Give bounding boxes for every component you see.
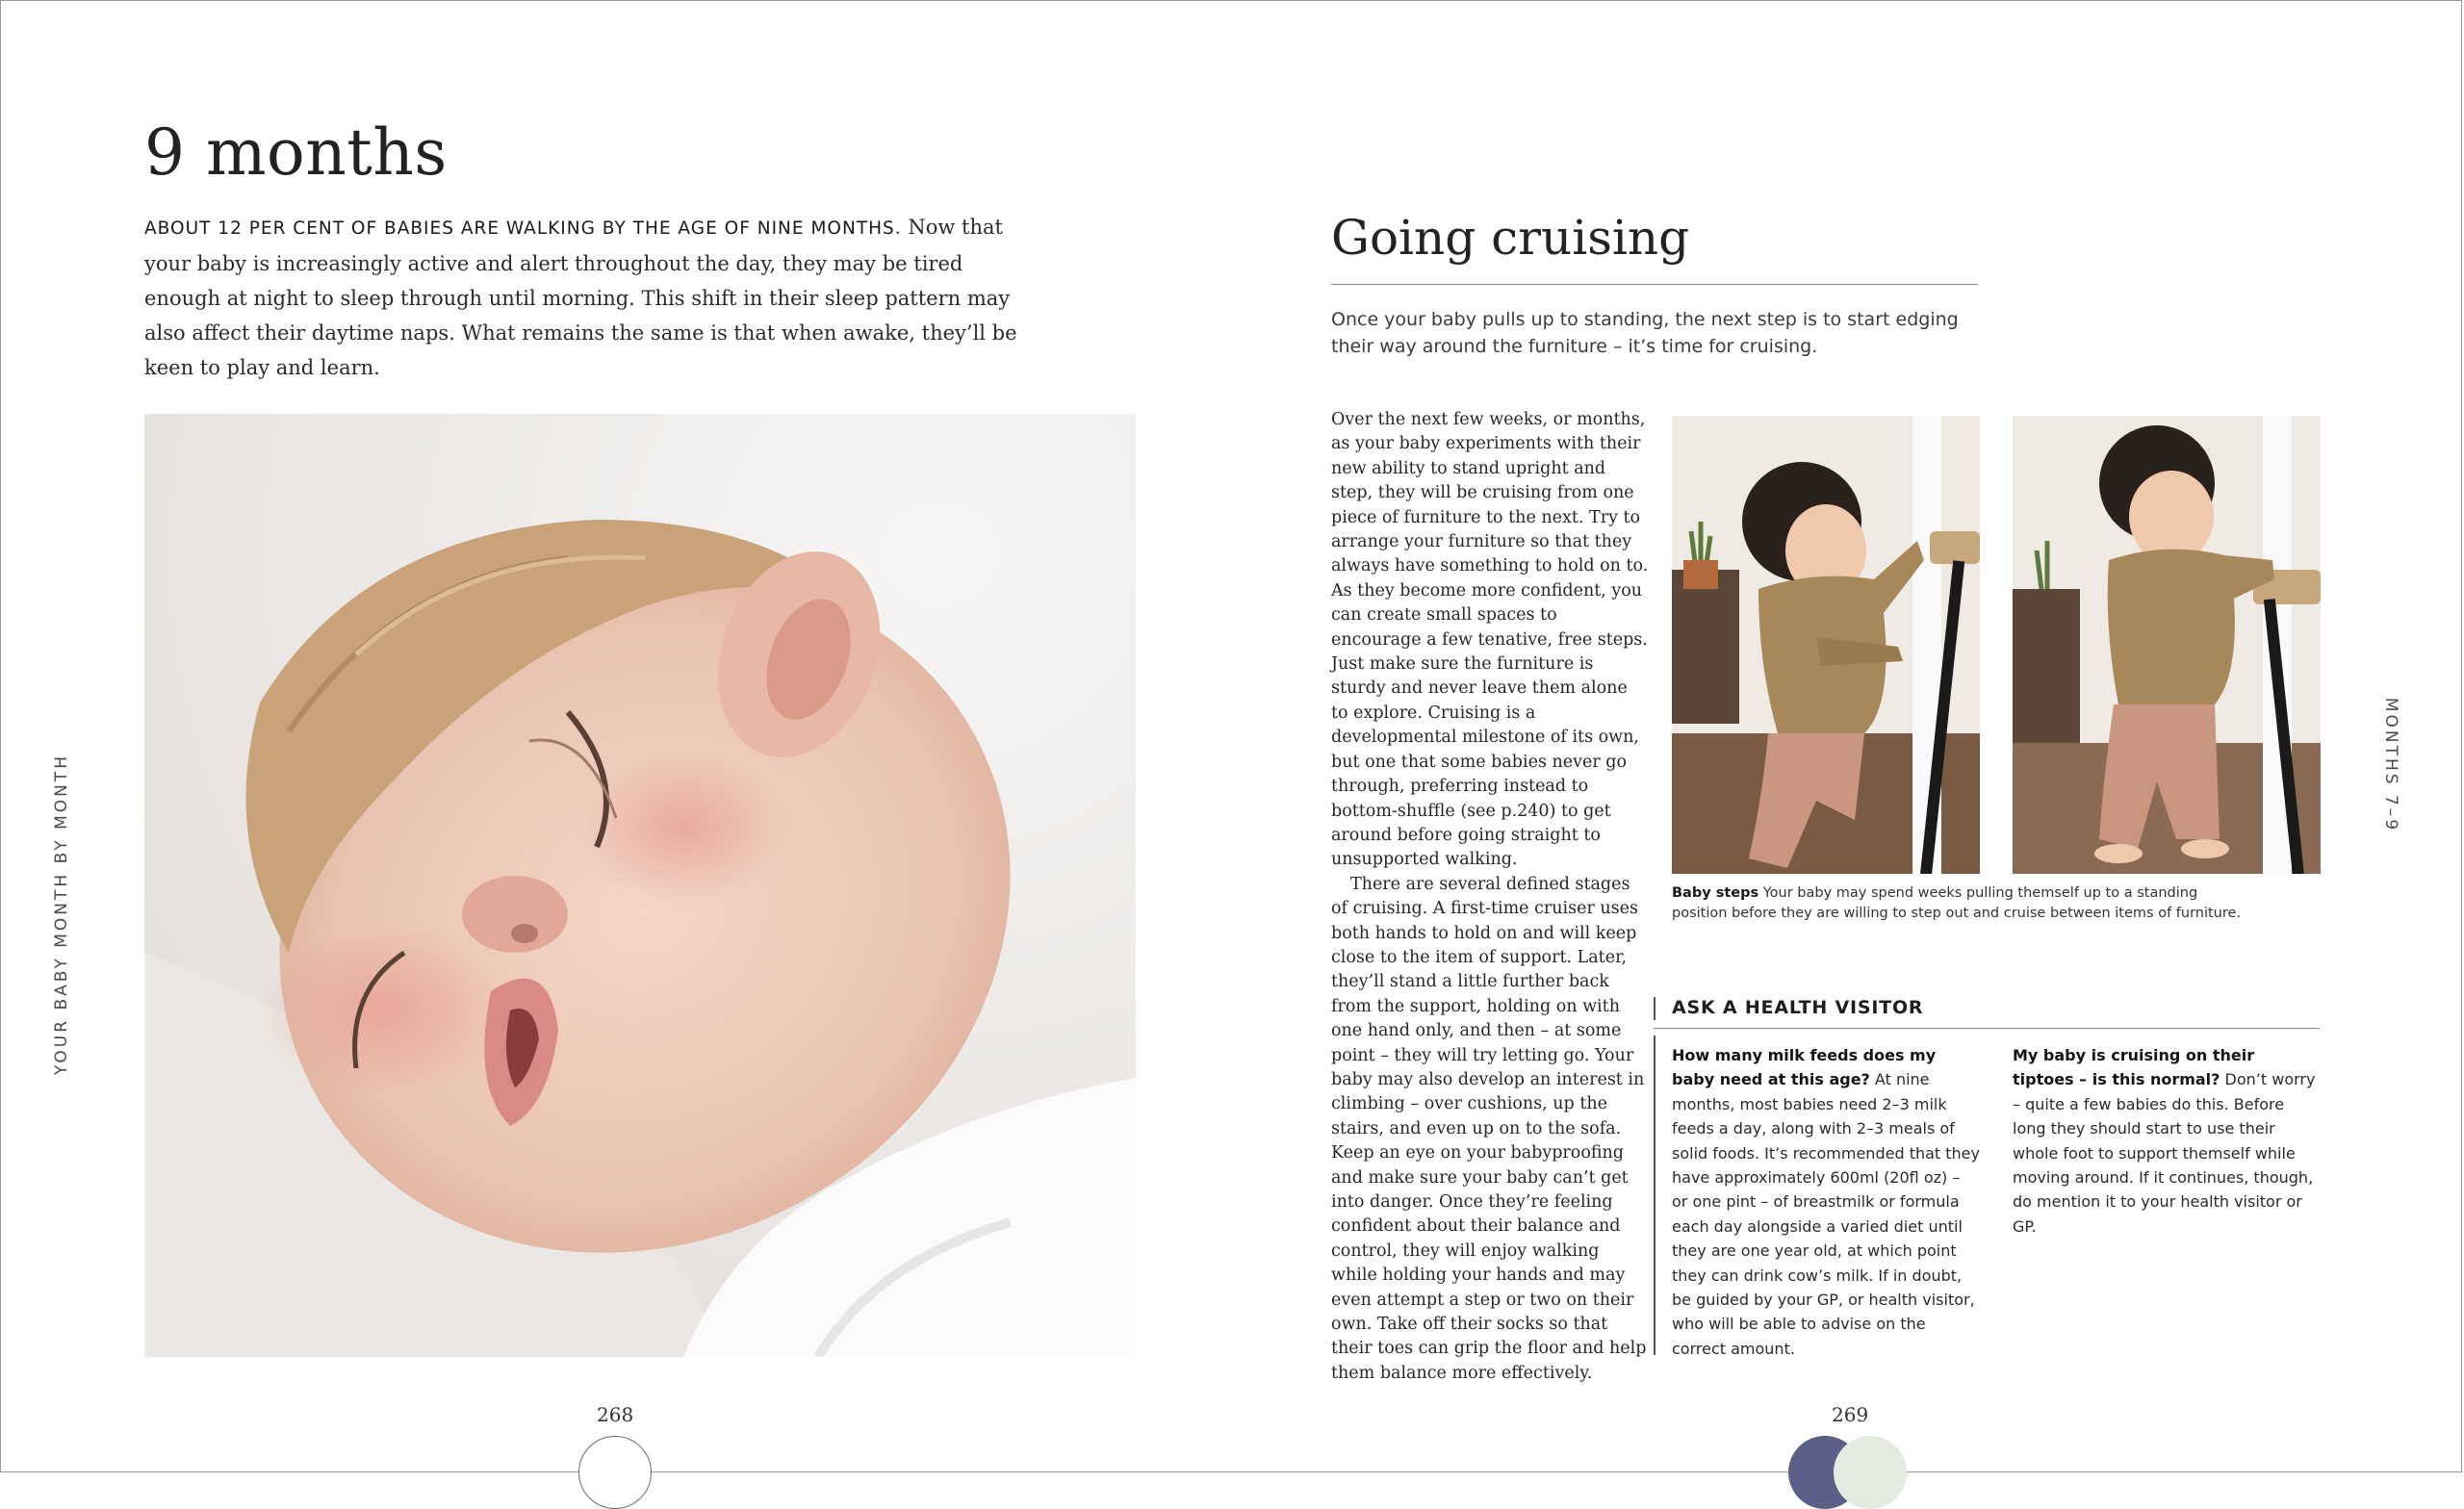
- caption-text: Your baby may spend weeks pulling themself up to a standing position before they are willing to step out and cruise between items of furniture.: [1672, 885, 2242, 921]
- faq-item-tiptoes: [2013, 1043, 2321, 1239]
- faq-answer-2: Don’t worry – quite a few babies do this. Before long they should start to use their whole foot to support themself while moving around. If it continues, though, do mention it to your health visitor or GP.: [2013, 1070, 2316, 1236]
- page-number-left: 268: [597, 1403, 634, 1426]
- box-left-rule: [1654, 1036, 1656, 1355]
- body-paragraph-2: There are several defined stages of cruising. A first-time cruiser uses both hands to hold on and will keep close to the item of support. Later, they’ll stand a little further back from the support, holding on with one hand only, and then – at some point – they will try letting go. Your baby may also develop an interest in climbing – over cushions, up the stairs, and even up on to the sofa. Keep an eye on your babyproofing and make sure your baby can’t get into danger. Once they’re feeling confident about their balance and control, they will enjoy walking while holding your hands and may even attempt a step or two on their own. Take off their socks so that their toes can grip the floor and help them balance more effectively.: [1331, 874, 1647, 1383]
- faq-question-2: My baby is cruising on their tiptoes – is this normal?: [2013, 1046, 2255, 1089]
- cruising-photo-kneeling: [1672, 416, 1980, 874]
- sleeping-baby-photo: [144, 414, 1136, 1357]
- health-visitor-box-title: ASK A HEALTH VISITOR: [1672, 997, 1924, 1018]
- faq-item-milk-feeds: [1672, 1043, 1980, 1361]
- photo-caption: [1672, 883, 2249, 924]
- body-text-column: [1331, 408, 1649, 1386]
- page-title: 9 months: [144, 115, 448, 190]
- body-paragraph-1: Over the next few weeks, or months, as your baby experiments with their new ability to stand upright and step, they will be cruising from one piece of furniture to the next. Try to arrange your furniture so that they always have something to hold on to. As they become more confident, you can create small spaces to encourage a few tenative, free steps. Just make sure the furniture is sturdy and never leave them alone to explore. Cruising is a developmental milestone of its own, but one that some babies never go through, preferring instead to bottom-shuffle (see p.240) to get around before going straight to unsupported walking.: [1331, 410, 1649, 870]
- intro-lead: ABOUT 12 PER CENT OF BABIES ARE WALKING BY THE AGE OF NINE MONTHS.: [144, 218, 902, 239]
- intro-text: Now that your baby is increasingly active and alert throughout the day, they may be tired enough at night to sleep through until morning. This shift in their sleep pattern may also affect their daytime naps. What remains the same is that when awake, they’ll be keen to play and learn.: [144, 216, 1017, 379]
- page-tab-circle: [578, 1436, 652, 1509]
- box-title-bar: [1654, 997, 1656, 1020]
- heading-rule: [1331, 284, 1978, 285]
- box-title-rule: [1654, 1028, 2320, 1029]
- page-number-right: 269: [1832, 1403, 1869, 1426]
- faq-question-1: How many milk feeds does my baby need at this age?: [1672, 1046, 1937, 1089]
- cruising-photo-standing: [2013, 416, 2321, 874]
- running-head-left: YOUR BABY MONTH BY MONTH: [52, 753, 71, 1076]
- mint-tab-dot: [1834, 1436, 1907, 1509]
- caption-bold: Baby steps: [1672, 885, 1759, 901]
- section-heading: Going cruising: [1331, 210, 1690, 266]
- intro-paragraph: [144, 210, 1030, 385]
- faq-answer-1: At nine months, most babies need 2–3 milk feeds a day, along with 2–3 meals of solid foods. It’s recommended that they have approximately 600ml (20fl oz) – or one pint – of breastmilk or formula each day alongside a varied diet until they are one year old, at which point they can drink cow’s milk. If in doubt, be guided by your GP, or health visitor, who will be able to advise on the correct amount.: [1672, 1070, 1980, 1358]
- standfirst: Once your baby pulls up to standing, the next step is to start edging their way around the furniture – it’s time for cruising.: [1331, 309, 1959, 357]
- running-head-right: MONTHS 7–9: [2381, 697, 2400, 833]
